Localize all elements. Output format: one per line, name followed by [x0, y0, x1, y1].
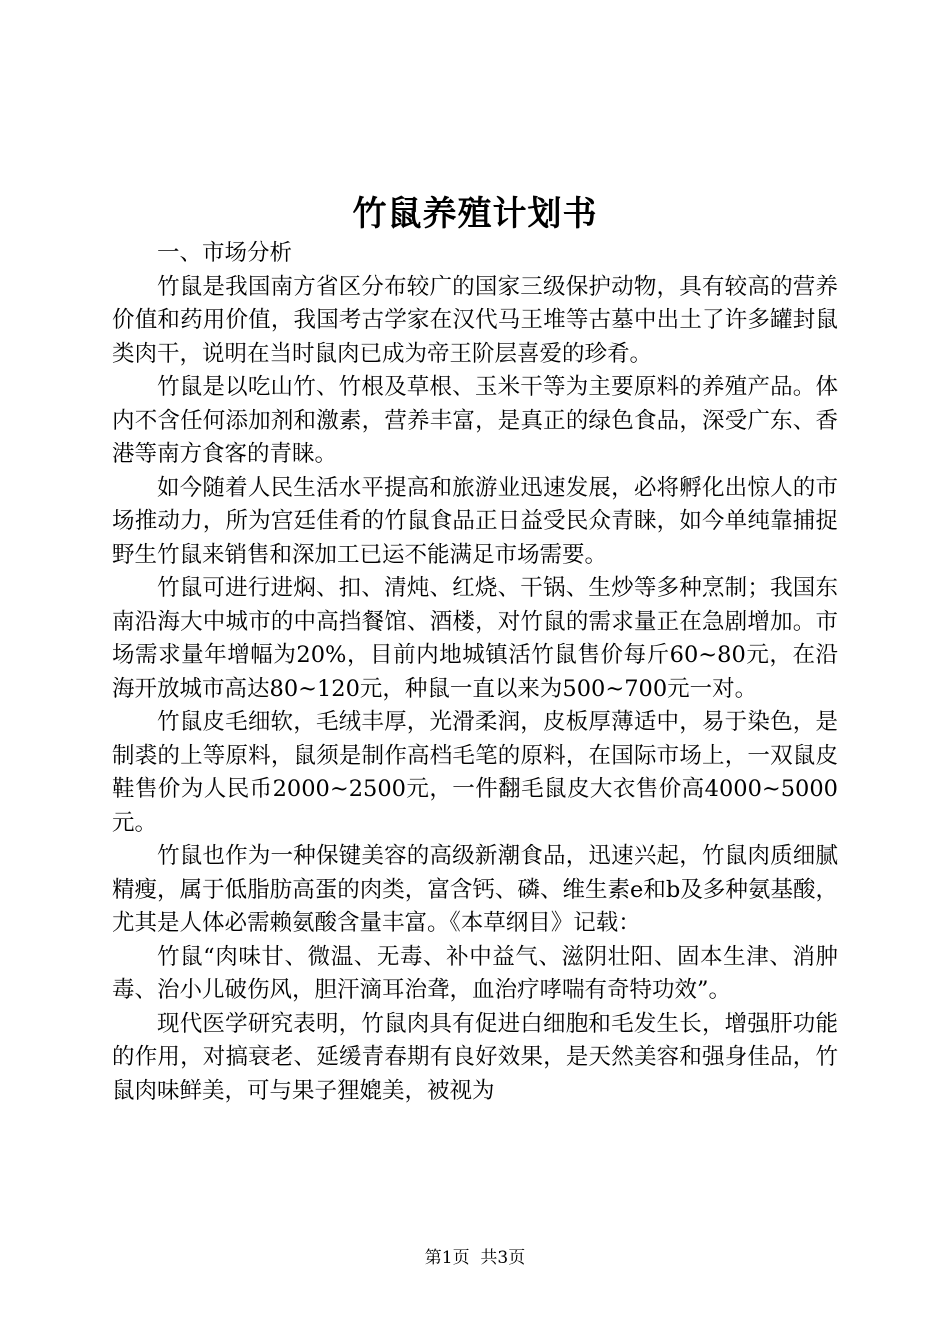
- page-footer: [0, 1243, 950, 1268]
- paragraph: 现代医学研究表明，竹鼠肉具有促进白细胞和毛发生长，增强肝功能的作用，对搞衰老、延缓青春期有良好效果，是天然美容和强身佳品，竹鼠肉味鲜美，可与果子狸媲美，被视为: [112, 1010, 838, 1104]
- document-title: 竹鼠养殖计划书: [352, 194, 598, 234]
- paragraph: 竹鼠“肉味甘、微温、无毒、补中益气、滋阴壮阳、固本生津、消肿毒、治小儿破伤风，胆汗滴耳治聋，血治疗哮喘有奇特功效”。: [112, 943, 838, 1003]
- paragraph: 竹鼠皮毛细软，毛绒丰厚，光滑柔润，皮板厚薄适中，易于染色，是制裘的上等原料，鼠须是制作高档毛笔的原料，在国际市场上，一双鼠皮鞋售价为人民币2000~2500元，一件翻毛鼠皮大衣售价高4000~5000元。: [112, 709, 838, 836]
- paragraph: 竹鼠是我国南方省区分布较广的国家三级保护动物，具有较高的营养价值和药用价值，我国考古学家在汉代马王堆等古墓中出土了许多罐封鼠类肉干，说明在当时鼠肉已成为帝王阶层喜爱的珍肴。: [112, 273, 838, 367]
- page-number: 第1页 共3页: [424, 1248, 526, 1268]
- paragraph: 竹鼠是以吃山竹、竹根及草根、玉米干等为主要原料的养殖产品。体内不含任何添加剂和激素，营养丰富，是真正的绿色食品，深受广东、香港等南方食客的青睐。: [112, 374, 838, 467]
- paragraph: 竹鼠可进行进焖、扣、清炖、红烧、干锅、生炒等多种烹制；我国东南沿海大中城市的中高挡餐馆、酒楼，对竹鼠的需求量正在急剧增加。市场需求量年增幅为20%，目前内地城镇活竹鼠售价每斤60~80元，在沿海开放城市高达80~120元，种鼠一直以来为500~700元一对。: [112, 575, 838, 702]
- document-body: [112, 237, 838, 1108]
- paragraph: 竹鼠也作为一种保键美容的高级新潮食品，迅速兴起，竹鼠肉质细腻精瘦，属于低脂肪高蛋的肉类，富含钙、磷、维生素e和b及多种氨基酸，尤其是人体必需赖氨酸含量丰富。《本草纲目》记载：: [112, 843, 838, 936]
- paragraph: 如今随着人民生活水平提高和旅游业迅速发展，必将孵化出惊人的市场推动力，所为宫廷佳肴的竹鼠食品正日益受民众青睐，如今单纯靠捕捉野生竹鼠来销售和深加工已运不能满足市场需要。: [112, 474, 838, 568]
- section-heading: 一、市场分析: [157, 240, 293, 266]
